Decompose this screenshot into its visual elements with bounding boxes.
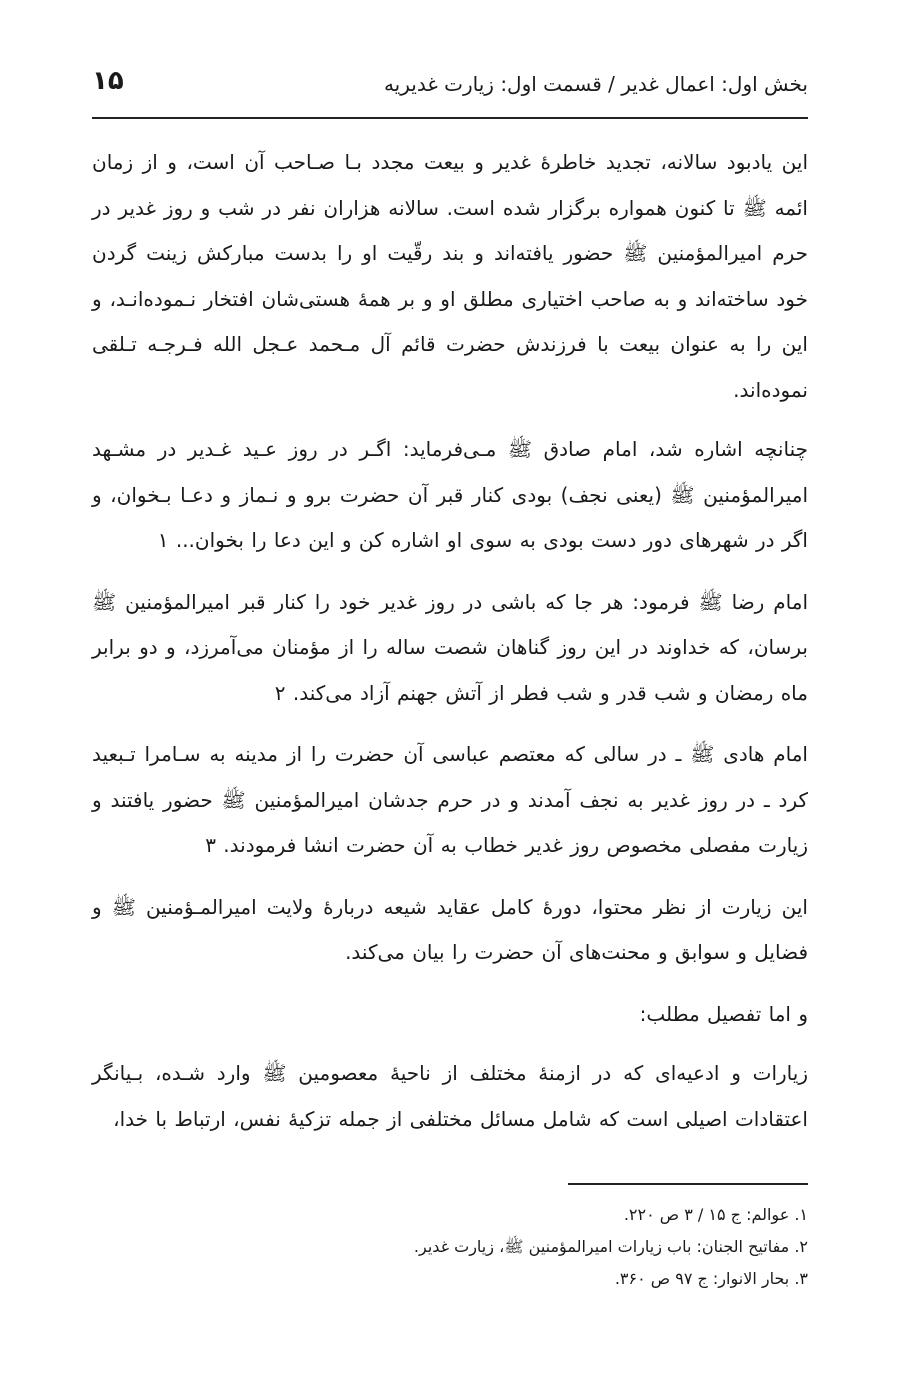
paragraph-4: امام هادی ﷺ ـ در سالی که معتصم عباسی آن حضرت را از مدینه به سـامرا تـبعید کرد ـ در روز غدیر به نجف آمدند و در حرم جدشان امیرالمؤمنین ﷺ حضور یافتند و زیارت مفصلی مخصوص روز غدیر خطاب به آن حضرت انشا فرمودند. ۳ (92, 742, 808, 857)
paragraph-7: زیارات و ادعیه‌ای که در ازمنهٔ مختلف از ناحیهٔ معصومین ﷺ وارد شـده، بـیانگر اعتقادات اصیلی است که شامل مسائل مختلفی از جمله تزکیهٔ نفس، ارتباط با خدا، (92, 1061, 808, 1131)
paragraph-6: و اما تفصیل مطلب: (639, 1001, 808, 1026)
footnote-2: ۲. مفاتیح الجنان: باب زیارات امیرالمؤمنین ﷺ، زیارت غدیر. (413, 1237, 808, 1256)
paragraph-5: این زیارت از نظر محتوا، دورهٔ کامل عقاید شیعه دربارهٔ ولایت امیرالمـؤمنین ﷺ و فضایل و سوابق و محنت‌های آن حضرت را بیان می‌کند. (92, 894, 808, 964)
running-header-title: بخش اول: اعمال غدیر / قسمت اول: زیارت غدیریه (383, 72, 808, 96)
page-number: ۱۵ (92, 66, 124, 96)
page-header (92, 66, 808, 106)
paragraph-3: امام رضا ﷺ فرمود: هر جا که باشی در روز غدیر خود را کنار قبر امیرالمؤمنین ﷺ برسان، که خداوند در این روز گناهان شصت ساله را از مؤمنان می‌آمرزد، و دو برابر ماه رمضان و شب قدر و شب فطر از آتش جهنم آزاد می‌کند. ۲ (92, 589, 808, 705)
main-content (92, 140, 808, 1156)
footnotes (92, 1199, 808, 1295)
footnote-rule (568, 1183, 808, 1185)
header-rule (92, 117, 808, 119)
paragraph-1: این یادبود سالانه، تجدید خاطرهٔ غدیر و بیعت مجدد بـا صـاحب آن است، و از زمان ائمه ﷺ تا کنون همواره برگزار شده است. سالانه هزاران نفر در شب و روز غدیر در حرم امیرالمؤمنین ﷺ حضور یافته‌اند و بند رقّیت او را بدست مبارکش زینت گردن خود ساخته‌اند و به صاحب اختیاری مطلق او و بر همهٔ هستی‌شان افتخار نـموده‌انـد، و این را به عنوان بیعت با فرزندش حضرت قائم آل مـحمد عـجل الله فـرجـه تـلقی نموده‌اند. (92, 150, 808, 402)
footnote-3: ۳. بحار الانوار: ج ۹۷ ص ۳۶۰. (614, 1269, 808, 1288)
footnote-1: ۱. عوالم: ج ۱۵ / ۳ ص ۲۲۰. (623, 1205, 808, 1224)
paragraph-2: چنانچه اشاره شد، امام صادق ﷺ مـی‌فرماید: اگـر در روز عـید غـدیر در مشـهد امیرالمؤمنین ﷺ (یعنی نجف) بودی کنار قبر آن حضرت برو و نـماز و دعـا بـخوان، و اگر در شهرهای دور دست بودی به سوی او اشاره کن و این دعا را بخوان... ۱ (92, 437, 808, 552)
